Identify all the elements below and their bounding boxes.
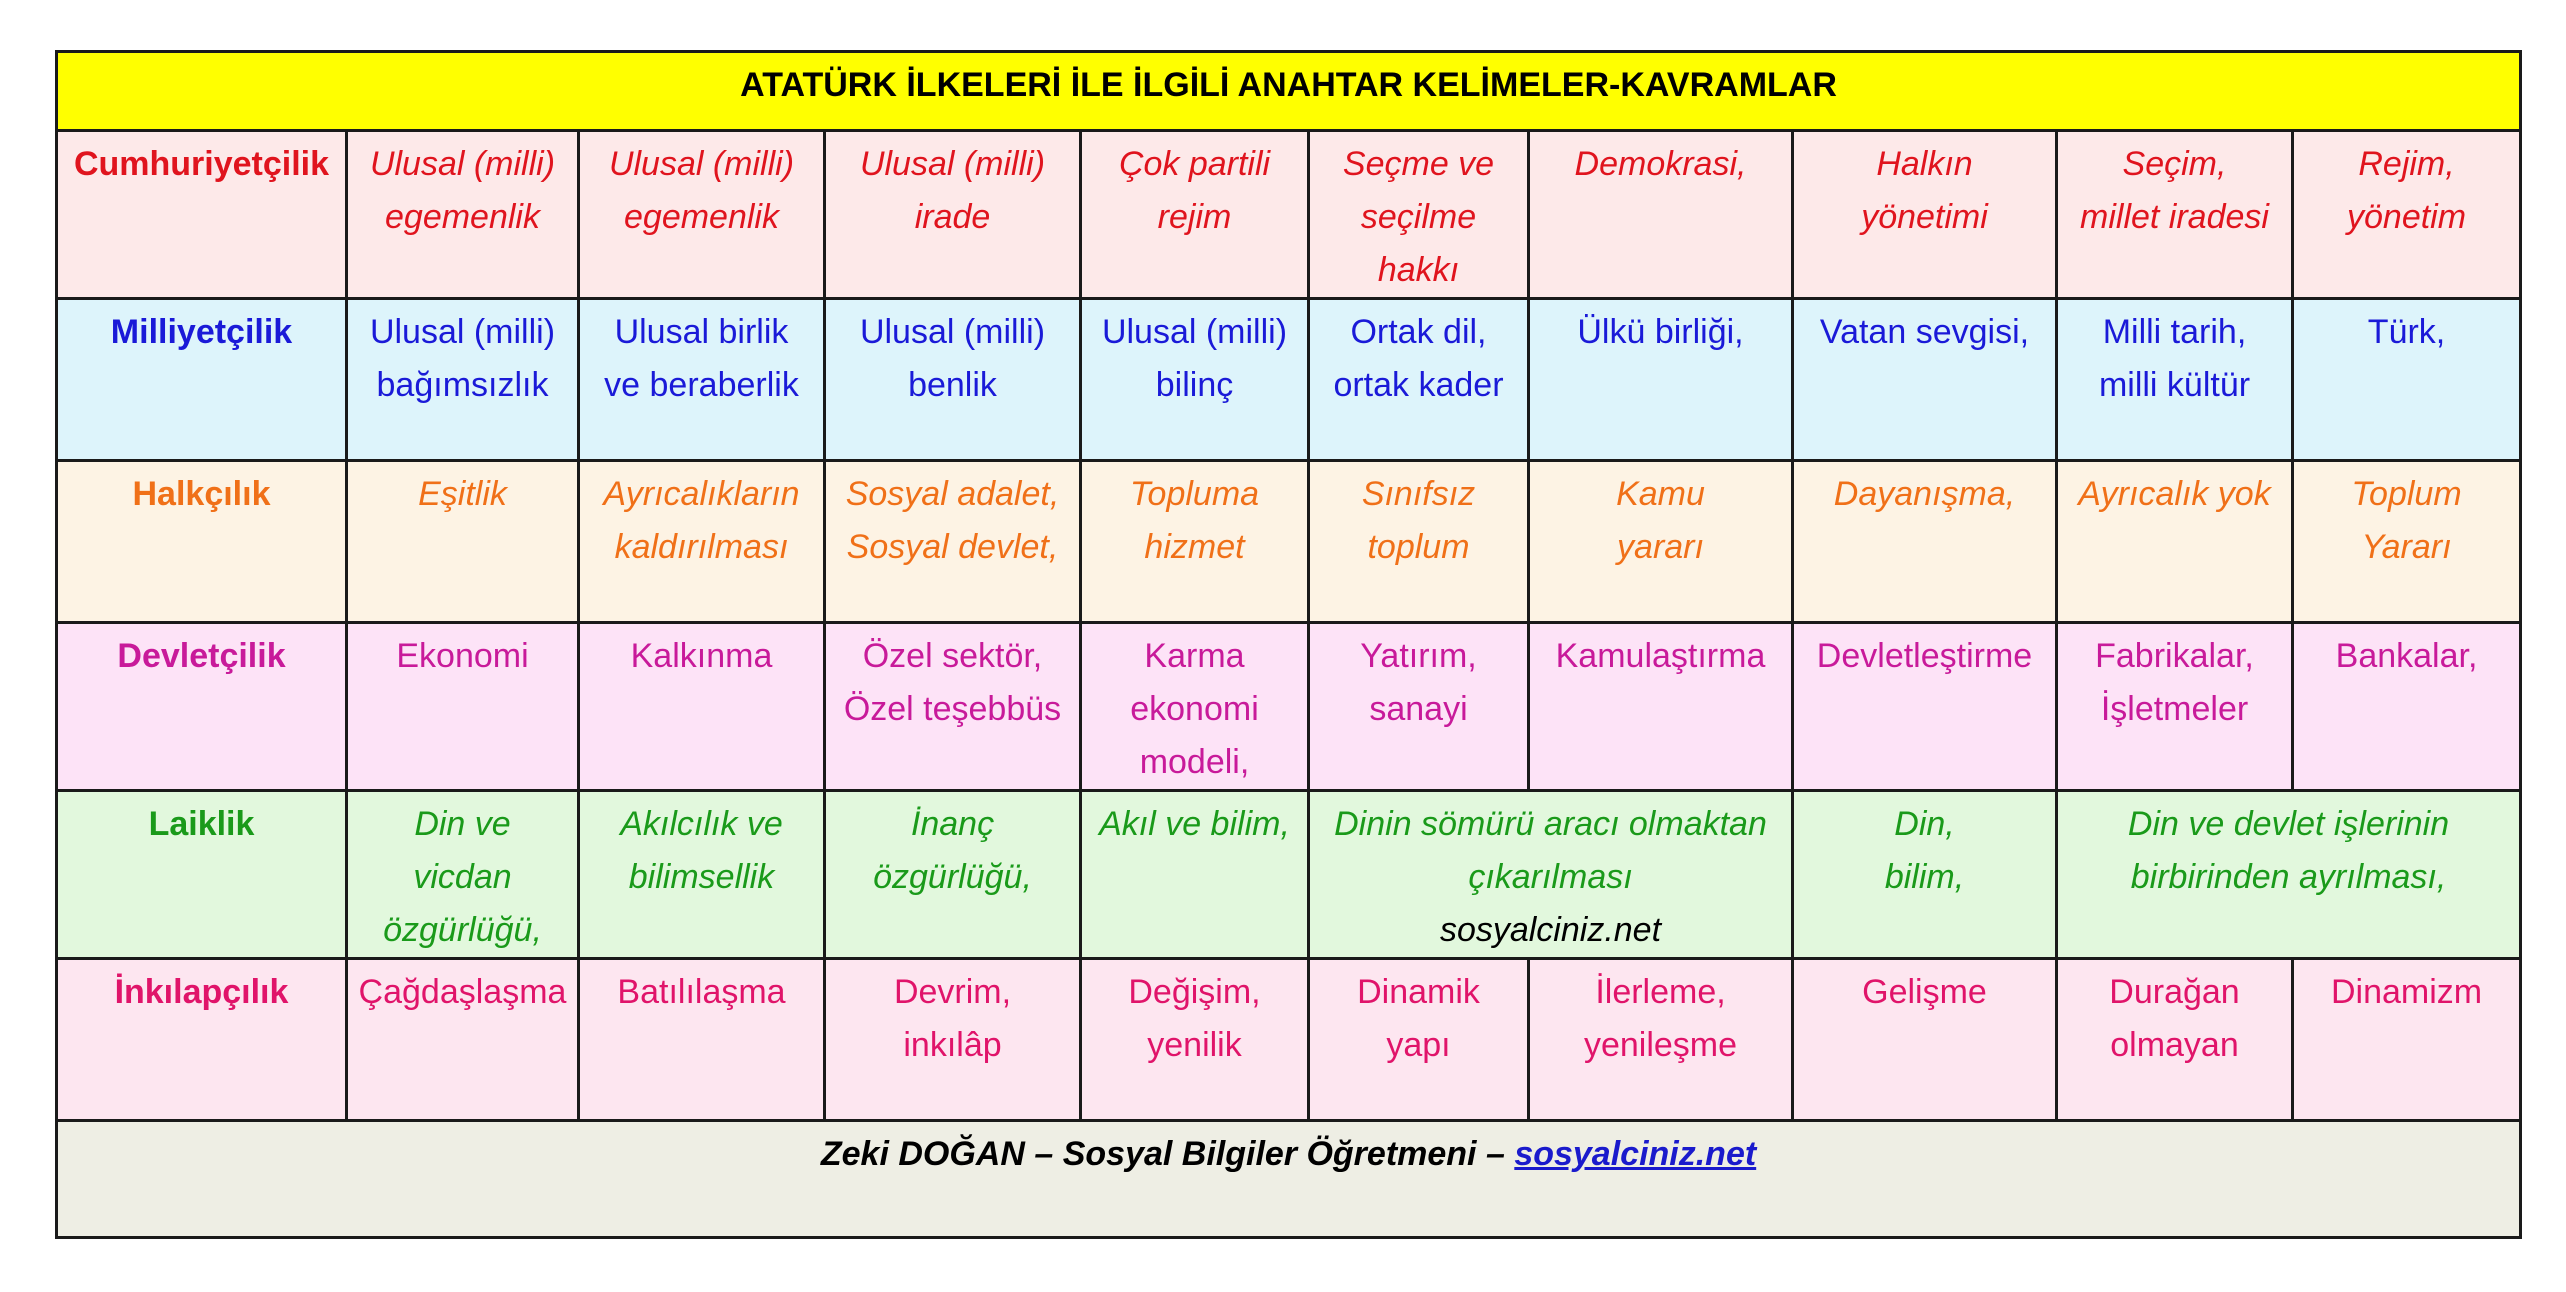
footer (57, 1121, 2521, 1238)
table-cell (2057, 299, 2293, 461)
cell-text-line: Sosyal adalet, (845, 475, 1060, 513)
table-cell (825, 299, 1081, 461)
cell-text-line: Dayanışma, (1833, 475, 2016, 513)
cell-text-line: Seçme ve (1342, 145, 1495, 183)
cell-text-line: toplum (1367, 528, 1470, 566)
table-cell (347, 959, 579, 1121)
cell-text-line: Yararı (2361, 528, 2452, 566)
footer-link[interactable]: sosyalciniz.net (1514, 1135, 1757, 1173)
cell-text-line: Akıl ve bilim, (1099, 805, 1290, 843)
table-cell (825, 623, 1081, 791)
cell-text-line: seçilme (1360, 198, 1477, 236)
table-cell (347, 623, 579, 791)
cell-text-line: İnanç (910, 805, 995, 843)
cell-text-line: Sınıfsız (1361, 475, 1476, 513)
row-label: Laiklik (57, 791, 347, 959)
table-cell (579, 959, 825, 1121)
cell-text-line: ekonomi (1130, 690, 1259, 728)
cell-text-line: Akılcılık ve (620, 805, 783, 843)
cell-text-line: Ayrıcalıkların (603, 475, 800, 513)
table-cell (1529, 131, 1793, 299)
table-cell (2293, 131, 2521, 299)
cell-text-line: Topluma (1129, 475, 1260, 513)
table-cell (1529, 461, 1793, 623)
table-cell (825, 131, 1081, 299)
table-cell (1793, 461, 2057, 623)
cell-text-line: özgürlüğü, (383, 911, 542, 949)
cell-text-line: Demokrasi, (1574, 145, 1747, 183)
cell-text-line: Eşitlik (418, 475, 507, 513)
watermark-text: sosyalciniz.net (1439, 911, 1662, 949)
cell-text-line: Dinamizm (2330, 973, 2483, 1011)
cell-text-line: Ülkü birliği, (1577, 313, 1744, 351)
cell-text-line: Özel sektör, (862, 637, 1043, 675)
cell-text-line: özgürlüğü, (873, 858, 1032, 896)
row-label: Devletçilik (57, 623, 347, 791)
cell-text-line: Batılılaşma (617, 973, 786, 1011)
table-cell (1309, 461, 1529, 623)
table-cell (1793, 623, 2057, 791)
row-label: İnkılapçılık (57, 959, 347, 1121)
cell-text-line: Sosyal devlet, (846, 528, 1059, 566)
table-row (57, 623, 2521, 791)
table-cell (2057, 791, 2521, 959)
table-cell (2293, 299, 2521, 461)
cell-text-line: yenileşme (1583, 1026, 1738, 1064)
table-cell (1081, 791, 1309, 959)
cell-text-line: Ulusal (milli) (369, 313, 556, 351)
cell-text-line: Ekonomi (396, 637, 529, 675)
cell-text-line: Fabrikalar, (2095, 637, 2254, 675)
cell-text-line: Vatan sevgisi, (1819, 313, 2030, 351)
table-cell (347, 791, 579, 959)
table-cell (347, 299, 579, 461)
cell-text-line: Karma (1144, 637, 1245, 675)
cell-text-line: Gelişme (1862, 973, 1987, 1011)
table-cell (2293, 461, 2521, 623)
table-cell (1081, 623, 1309, 791)
table-cell (347, 461, 579, 623)
table-row (57, 461, 2521, 623)
cell-text-line: Ulusal (milli) (1101, 313, 1288, 351)
cell-text-line: Seçim, (2122, 145, 2227, 183)
table-cell (1309, 623, 1529, 791)
cell-text-line: Kamulaştırma (1555, 637, 1766, 675)
table-title: ATATÜRK İLKELERİ İLE İLGİLİ ANAHTAR KELİMELER-KAVRAMLAR (57, 52, 2521, 131)
cell-text-line: birbirinden ayrılması, (2130, 858, 2447, 896)
cell-text-line: Çok partili (1118, 145, 1271, 183)
table-cell (1309, 959, 1529, 1121)
table-row (57, 959, 2521, 1121)
cell-text-line: Değişim, (1128, 973, 1261, 1011)
table-cell (1793, 791, 2057, 959)
cell-text-line: Ulusal (milli) (608, 145, 795, 183)
cell-text-line: millet iradesi (2080, 198, 2269, 236)
cell-text-line: yönetim (2347, 198, 2467, 236)
cell-text-line: kaldırılması (614, 528, 789, 566)
cell-text-line: bilimsellik (628, 858, 775, 896)
table-cell (1793, 131, 2057, 299)
table-cell (579, 791, 825, 959)
cell-text-line: bilinç (1155, 366, 1234, 404)
table-cell (579, 461, 825, 623)
table-cell (2293, 623, 2521, 791)
cell-text-line: sanayi (1369, 690, 1468, 728)
cell-text-line: Ayrıcalık yok (2078, 475, 2271, 513)
table-cell (579, 299, 825, 461)
cell-text-line: vicdan (413, 858, 512, 896)
table-row (57, 791, 2521, 959)
table-cell (825, 791, 1081, 959)
cell-text-line: hizmet (1144, 528, 1245, 566)
table-cell (1793, 299, 2057, 461)
cell-text-line: inkılâp (903, 1026, 1002, 1064)
cell-text-line: hakkı (1377, 251, 1460, 289)
cell-text-line: egemenlik (624, 198, 779, 236)
cell-text-line: Halkın (1876, 145, 1973, 183)
concepts-table (55, 50, 2522, 1239)
cell-text-line: Ulusal (milli) (859, 313, 1046, 351)
cell-text-line: yararı (1617, 528, 1704, 566)
table-cell (2057, 623, 2293, 791)
table-row (57, 299, 2521, 461)
cell-text-line: Devletleştirme (1816, 637, 2033, 675)
cell-text-line: ortak kader (1333, 366, 1504, 404)
cell-text-line: çıkarılması (1468, 858, 1633, 896)
cell-text-line: Ulusal birlik (614, 313, 789, 351)
cell-text-line: bilim, (1884, 858, 1965, 896)
table-cell (1793, 959, 2057, 1121)
cell-text-line: Din ve devlet işlerinin (2127, 805, 2450, 843)
cell-text-line: rejim (1157, 198, 1232, 236)
cell-text-line: Ulusal (milli) (859, 145, 1046, 183)
cell-text-line: Ulusal (milli) (369, 145, 556, 183)
cell-text-line: Özel teşebbüs (843, 690, 1062, 728)
table-cell (1529, 623, 1793, 791)
row-label: Cumhuriyetçilik (57, 131, 347, 299)
cell-text-line: Din, (1894, 805, 1955, 843)
cell-text-line: Durağan (2109, 973, 2240, 1011)
table-cell (1309, 131, 1529, 299)
cell-text-line: bağımsızlık (376, 366, 549, 404)
cell-text-line: Dinamik (1357, 973, 1480, 1011)
cell-text-line: irade (914, 198, 991, 236)
table-cell (825, 461, 1081, 623)
cell-text-line: Kalkınma (630, 637, 773, 675)
cell-text-line: Dinin sömürü aracı olmaktan (1334, 805, 1767, 843)
cell-text-line: Çağdaşlaşma (358, 973, 567, 1011)
table-cell (347, 131, 579, 299)
cell-text-line: yapı (1386, 1026, 1451, 1064)
cell-text-line: Rejim, (2358, 145, 2455, 183)
cell-text-line: benlik (908, 366, 997, 404)
row-label: Milliyetçilik (57, 299, 347, 461)
table-cell (2293, 959, 2521, 1121)
cell-text-line: egemenlik (385, 198, 540, 236)
cell-text-line: Bankalar, (2335, 637, 2478, 675)
table-cell (579, 131, 825, 299)
table-cell (1309, 299, 1529, 461)
table-cell (2057, 959, 2293, 1121)
cell-text-line: yönetimi (1861, 198, 1988, 236)
table-cell (825, 959, 1081, 1121)
cell-text-line: Türk, (2367, 313, 2446, 351)
cell-text-line: yenilik (1147, 1026, 1242, 1064)
cell-text-line: İşletmeler (2100, 690, 2249, 728)
table-cell (1081, 461, 1309, 623)
cell-text-line: olmayan (2110, 1026, 2239, 1064)
table-row (57, 131, 2521, 299)
cell-text-line: milli kültür (2098, 366, 2251, 404)
table-cell (1081, 959, 1309, 1121)
table-cell (2057, 461, 2293, 623)
cell-text-line: Kamu (1616, 475, 1705, 513)
cell-text-line: ve beraberlik (604, 366, 799, 404)
cell-text-line: Devrim, (893, 973, 1012, 1011)
table-cell (1529, 959, 1793, 1121)
row-label: Halkçılık (57, 461, 347, 623)
cell-text-line: Yatırım, (1360, 637, 1477, 675)
table-cell (1081, 299, 1309, 461)
table-cell (1529, 299, 1793, 461)
cell-text-line: İlerleme, (1595, 973, 1726, 1011)
table-cell (2057, 131, 2293, 299)
footer-credit: Zeki DOĞAN – Sosyal Bilgiler Öğretmeni – (820, 1135, 1515, 1173)
table-cell (1309, 791, 1793, 959)
cell-text-line: Din ve (414, 805, 511, 843)
table-cell (1081, 131, 1309, 299)
cell-text-line: Milli tarih, (2102, 313, 2247, 351)
cell-text-line: modeli, (1139, 743, 1250, 781)
cell-text-line: Ortak dil, (1350, 313, 1487, 351)
cell-text-line: Toplum (2351, 475, 2462, 513)
table-cell (579, 623, 825, 791)
